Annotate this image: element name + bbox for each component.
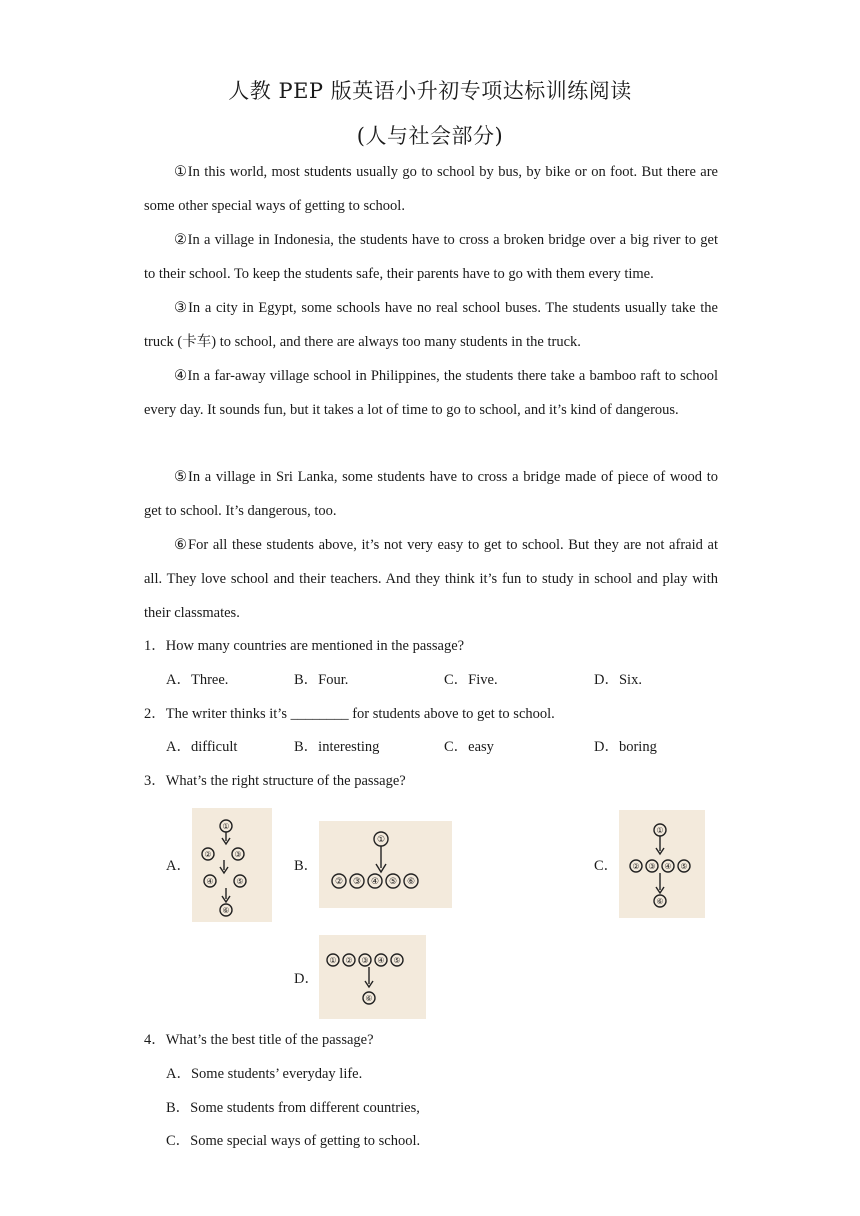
diagram-node-1 bbox=[327, 954, 339, 966]
page-subtitle: (人与社会部分) bbox=[356, 124, 504, 148]
svg-text:⑤: ⑤ bbox=[393, 956, 401, 965]
paragraph-5: ⑤In a village in Sri Lanka, some students have to cross a bridge made of piece of wood to get to school. It’s dangerous, too. bbox=[144, 469, 718, 519]
diagram-node-6 bbox=[363, 992, 375, 1004]
svg-text:①: ① bbox=[222, 822, 230, 831]
structure-image-a[interactable] bbox=[192, 808, 272, 922]
diagram-node-2 bbox=[630, 860, 642, 872]
diagram-node-2 bbox=[332, 874, 346, 888]
svg-text:④: ④ bbox=[664, 862, 672, 871]
svg-text:①: ① bbox=[656, 826, 664, 835]
paragraph-2: ②In a village in Indonesia, the students have to cross a broken bridge over a big river to get to their school. To keep the students safe, their parents have to go with them every time. bbox=[144, 232, 718, 282]
svg-text:②: ② bbox=[345, 956, 353, 965]
diagram-node-1 bbox=[220, 820, 232, 832]
diagram-node-3 bbox=[232, 848, 244, 860]
paragraph-6: ⑥For all these students above, it’s not very easy to get to school. But they are not afraid at all. They love school and their teachers. And they think it’s fun to study in school and play with their classmates. bbox=[144, 537, 718, 621]
q2-option-a[interactable]: A．difficult bbox=[166, 739, 238, 755]
question-1: 1．How many countries are mentioned in the passage? bbox=[144, 638, 465, 654]
svg-text:①: ① bbox=[329, 956, 337, 965]
svg-text:⑥: ⑥ bbox=[656, 897, 664, 906]
diagram-node-3 bbox=[350, 874, 364, 888]
q1-option-a[interactable]: A．Three. bbox=[166, 672, 229, 688]
diagram-node-1 bbox=[654, 824, 666, 836]
svg-text:⑥: ⑥ bbox=[222, 906, 230, 915]
paragraph-4: ④In a far-away village school in Philippines, the students there take a bamboo raft to school every day. It sounds fun, but it takes a lot of time to go to school, and it’s kind of dangerous. bbox=[144, 368, 718, 418]
q4-option-b[interactable]: B．Some students from different countries, bbox=[166, 1100, 420, 1116]
q3-option-a[interactable]: A． bbox=[166, 858, 191, 874]
svg-text:⑥: ⑥ bbox=[406, 877, 416, 887]
structure-image-d[interactable] bbox=[319, 935, 426, 1019]
diagram-node-2 bbox=[343, 954, 355, 966]
q2-option-c[interactable]: C．easy bbox=[444, 739, 494, 755]
question-3: 3．What’s the right structure of the passage? bbox=[144, 773, 406, 789]
q4-option-a[interactable]: A．Some students’ everyday life. bbox=[166, 1066, 363, 1082]
structure-image-c[interactable] bbox=[619, 810, 705, 918]
diagram-node-4 bbox=[375, 954, 387, 966]
svg-text:②: ② bbox=[204, 850, 212, 859]
diagram-node-3 bbox=[359, 954, 371, 966]
diagram-node-6 bbox=[220, 904, 232, 916]
svg-text:⑥: ⑥ bbox=[365, 994, 373, 1003]
svg-text:⑤: ⑤ bbox=[680, 862, 688, 871]
svg-text:①: ① bbox=[376, 835, 386, 845]
svg-text:⑤: ⑤ bbox=[236, 877, 244, 886]
question-2: 2．The writer thinks it’s ________ for students above to get to school. bbox=[144, 706, 555, 722]
q1-option-d[interactable]: D．Six. bbox=[594, 672, 642, 688]
svg-text:③: ③ bbox=[352, 877, 362, 887]
paragraph-3: ③In a city in Egypt, some schools have no real school buses. The students usually take the truck (卡车) to school, and there are always too many students in the truck. bbox=[144, 300, 718, 350]
q1-option-c[interactable]: C．Five. bbox=[444, 672, 498, 688]
diagram-node-3 bbox=[646, 860, 658, 872]
paragraph-1: ①In this world, most students usually go to school by bus, by bike or on foot. But there are some other special ways of getting to school. bbox=[144, 164, 718, 214]
q1-option-b[interactable]: B．Four. bbox=[294, 672, 349, 688]
structure-image-b[interactable] bbox=[319, 821, 452, 908]
q3-option-b[interactable]: B． bbox=[294, 858, 319, 874]
diagram-node-4 bbox=[368, 874, 382, 888]
question-4: 4．What’s the best title of the passage? bbox=[144, 1032, 374, 1048]
q3-option-c[interactable]: C． bbox=[594, 858, 619, 874]
diagram-node-6 bbox=[654, 895, 666, 907]
diagram-node-2 bbox=[202, 848, 214, 860]
svg-text:③: ③ bbox=[648, 862, 656, 871]
svg-text:③: ③ bbox=[361, 956, 369, 965]
page-title: 人教 PEP 版英语小升初专项达标训练阅读 bbox=[228, 79, 632, 103]
diagram-node-4 bbox=[204, 875, 216, 887]
diagram-node-4 bbox=[662, 860, 674, 872]
diagram-node-5 bbox=[234, 875, 246, 887]
diagram-node-1 bbox=[374, 832, 388, 846]
svg-text:④: ④ bbox=[370, 877, 380, 887]
svg-text:③: ③ bbox=[234, 850, 242, 859]
svg-text:②: ② bbox=[632, 862, 640, 871]
diagram-node-5 bbox=[391, 954, 403, 966]
svg-text:④: ④ bbox=[377, 956, 385, 965]
svg-text:②: ② bbox=[334, 877, 344, 887]
diagram-node-5 bbox=[386, 874, 400, 888]
svg-text:⑤: ⑤ bbox=[388, 877, 398, 887]
q3-option-d[interactable]: D． bbox=[294, 971, 319, 987]
q4-option-c[interactable]: C．Some special ways of getting to school. bbox=[166, 1133, 421, 1149]
q2-option-b[interactable]: B．interesting bbox=[294, 739, 380, 755]
diagram-node-5 bbox=[678, 860, 690, 872]
svg-text:④: ④ bbox=[206, 877, 214, 886]
q2-option-d[interactable]: D．boring bbox=[594, 739, 657, 755]
diagram-node-6 bbox=[404, 874, 418, 888]
